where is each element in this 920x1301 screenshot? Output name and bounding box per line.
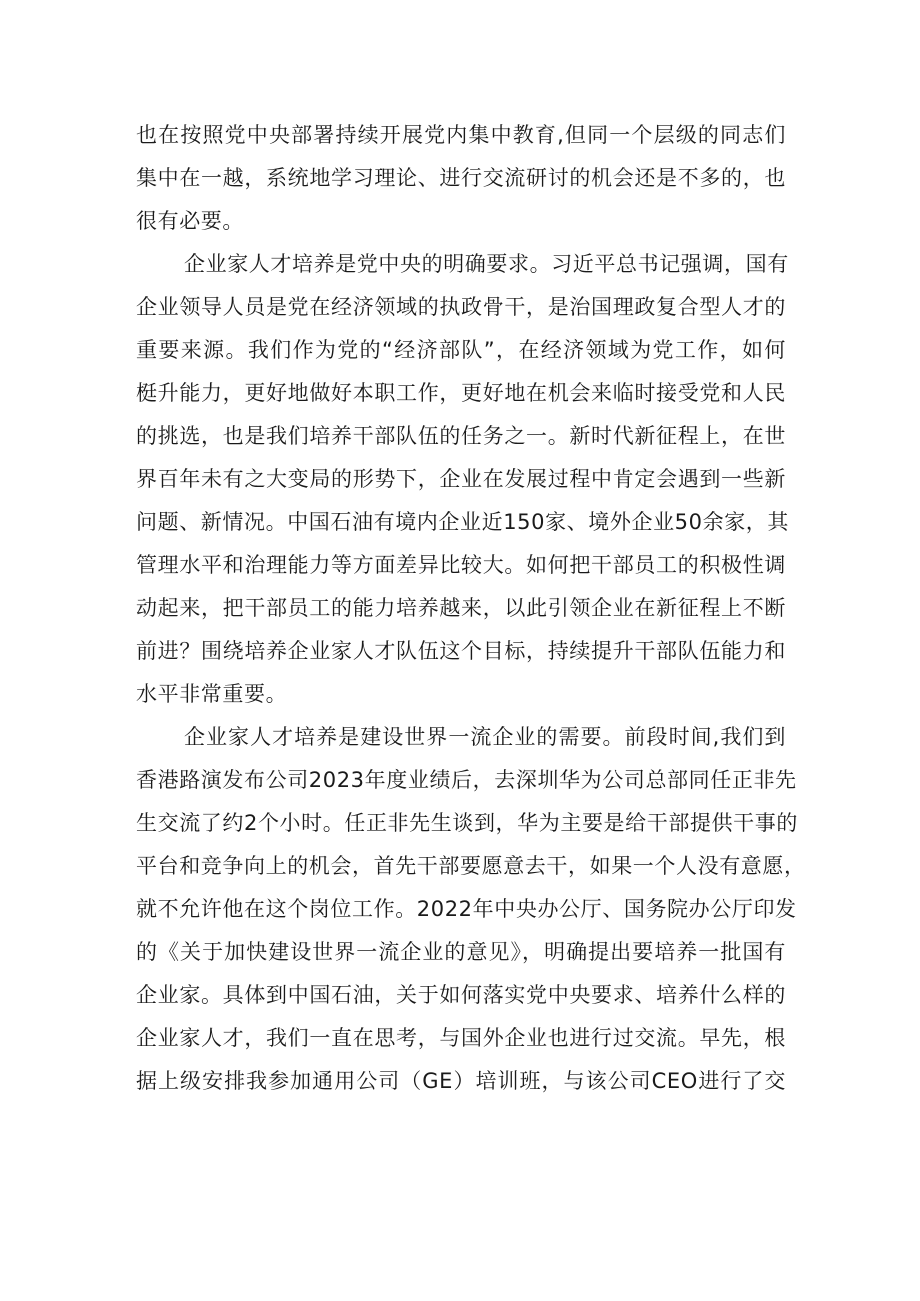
text-line: 企业家人才，我们一直在思考，与国外企业也进行过交流。早先，根 xyxy=(136,1026,786,1050)
text-line: 问题、新情况。中国石油有境内企业近150家、境外企业50余家，其 xyxy=(136,510,790,534)
text-line: 据上级安排我参加通用公司（GE）培训班，与该公司CEO进行了交 xyxy=(136,1069,786,1093)
text-line: 的《关于加快建设世界一流企业的意见》，明确提出要培养一批国有 xyxy=(136,940,786,964)
text-line: 集中在一越，系统地学习理论、进行交流研讨的机会还是不多的，也 xyxy=(136,166,786,190)
text-line: 香港路演发布公司2023年度业绩后，去深圳华为公司总部同任正非先 xyxy=(136,768,797,792)
text-line: 平台和竞争向上的机会，首先干部要愿意去干，如果一个人没有意愿， xyxy=(136,854,806,878)
text-line: 重要来源。我们作为党的“经济部队”，在经济领域为党工作，如何 xyxy=(136,338,786,362)
text-line: 很有必要。 xyxy=(136,209,244,233)
text-line: 界百年未有之大变局的形势下，企业在发展过程中肯定会遇到一些新 xyxy=(136,467,786,491)
text-line: 企业家人才培养是建设世界一流企业的需要。前段时间,我们到 xyxy=(184,725,786,749)
text-line: 生交流了约2个小时。任正非先生谈到，华为主要是给干部提供干事的 xyxy=(136,811,798,835)
text-line: 企业家。具体到中国石油，关于如何落实党中央要求、培养什么样的 xyxy=(136,983,786,1007)
text-line: 企业家人才培养是党中央的明确要求。习近平总书记强调，国有 xyxy=(184,252,789,276)
text-line: 动起来，把干部员工的能力培养越来，以此引领企业在新征程上不断 xyxy=(136,596,786,620)
text-line: 企业领导人员是党在经济领域的执政骨干，是治国理政复合型人才的 xyxy=(136,295,786,319)
text-line: 也在按照党中央部署持续开展党内集中教育,但同一个层级的同志们 xyxy=(136,123,786,147)
text-line: 前进？围绕培养企业家人才队伍这个目标，持续提升干部队伍能力和 xyxy=(136,639,786,663)
document-body xyxy=(136,114,806,1103)
text-line: 梃升能力，更好地做好本职工作，更好地在机会来临时接受党和人民 xyxy=(136,381,786,405)
text-line: 管理水平和治理能力等方面差异比较大。如何把干部员工的积极性调 xyxy=(136,553,786,577)
text-line: 水平非常重要。 xyxy=(136,682,288,706)
text-line: 就不允许他在这个岗位工作。2022年中央办公厅、国务院办公厅印发 xyxy=(136,897,797,921)
text-line: 的挑选，也是我们培养干部队伍的任务之一。新时代新征程上，在世 xyxy=(136,424,786,448)
